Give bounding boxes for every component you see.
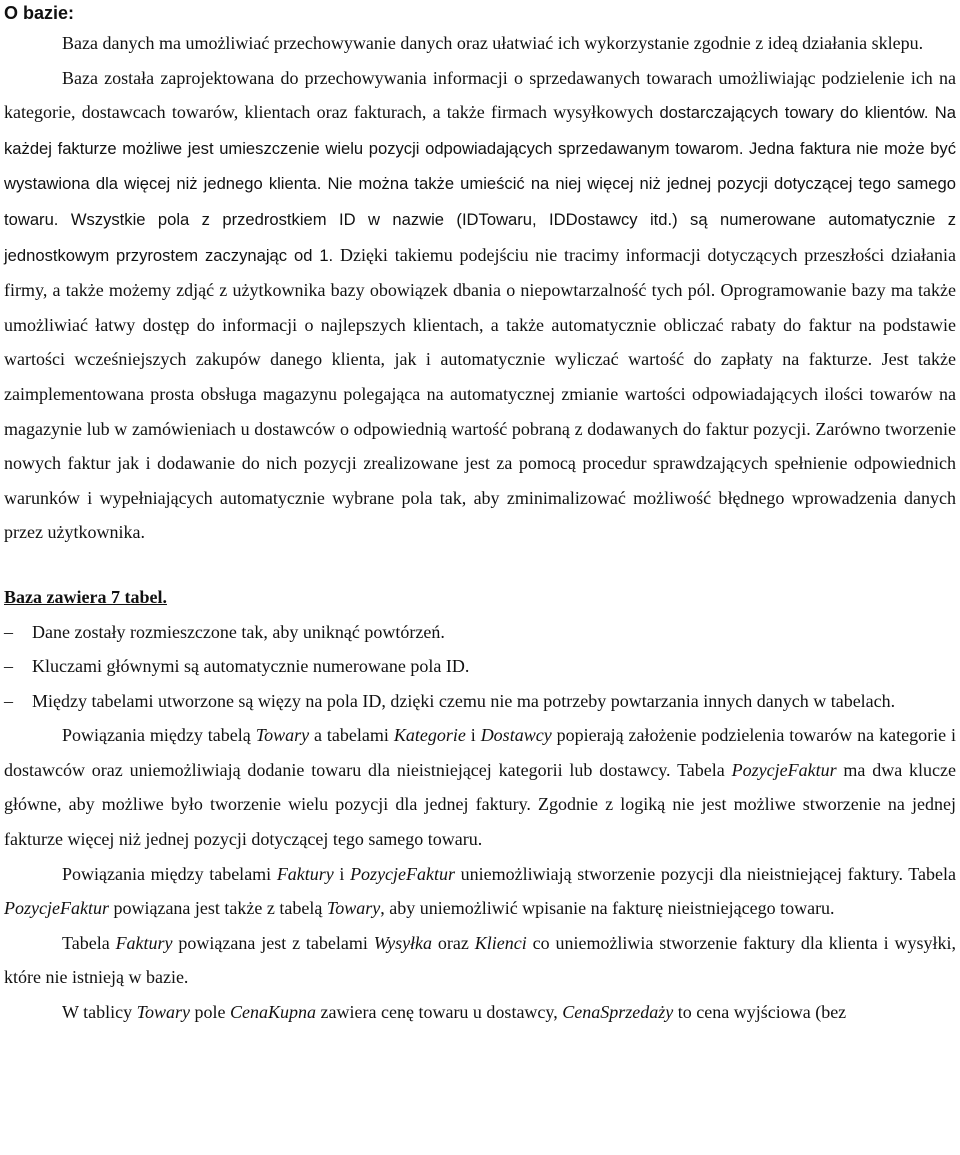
text-run: a tabelami: [309, 725, 394, 746]
text-run: oraz: [432, 932, 475, 953]
text-run: powiązana jest także z tabelą: [108, 898, 327, 919]
field-name: CenaSprzedaży: [562, 1002, 674, 1023]
dash-bullet: –: [4, 621, 13, 642]
text-run: ma dwa klucze główne, aby możliwe było tworzenie wielu pozycji dla jednej faktury. Zgodnie z logiką nie jest możliwe stworzenie na jednej fakturze więcej niż jednej pozycji dotyczącej tego samego towaru.: [4, 759, 957, 850]
list-item: [4, 615, 956, 650]
paragraph-intro: Baza danych ma umożliwiać przechowywanie danych oraz ułatwiać ich wykorzystanie zgodnie z ideą działania sklepu.: [62, 33, 924, 53]
field-name: CenaKupna: [230, 1002, 317, 1023]
list-item: [4, 684, 956, 719]
text-run: uniemożliwiają stworzenie pozycji dla nieistniejącej faktury. Tabela: [455, 863, 956, 884]
tables-bullet-list: [4, 615, 956, 719]
table-name: Faktury: [115, 932, 173, 953]
text-run: popierają założenie podzielenia towarów na kategorie i dostawców oraz uniemożliwiają dodanie towaru dla nieistniejącej kategorii lub dostawcy. Tabela: [4, 725, 956, 780]
paragraph-description-part1: Baza została zaprojektowana do przechowywania informacji o sprzedawanych towarach umożliwiając podzielenie ich na kategorie, dostawcach towarów, klientach oraz fakturach, a także firmach wysyłkowych: [4, 67, 956, 123]
paragraph-description-part3: Dzięki takiemu podejściu nie tracimy informacji dotyczących przeszłości działania firmy, a także możemy zdjąć z użytkownika bazy obowiązek dbania o niepowtarzalność tych pól. Oprogramowanie bazy ma także umożliwiać łatwy dostęp do informacji o najlepszych klientach, a także automatycznie obliczać rabaty do faktur na podstawie wartości wcześniejszych zakupów danego klienta, jak i automatycznie wyliczać wartość do zapłaty na fakturze. Jest także zaimplementowana prosta obsługa magazynu polegająca na automatycznej zmianie wartości odpowiadających ilości towarów na magazynie lub w zamówieniach u dostawców o odpowiednią wartość pobraną z dodawanych do faktur pozycji. Zarówno tworzenie nowych faktur jak i dodawanie do nich pozycji zrealizowane jest za pomocą procedur sprawdzających spełnienie odpowiednich warunków i wypełniających automatycznie wybrane pola tak, aby zminimalizować możliwość błędnego wprowadzenia danych przez użytkownika.: [4, 244, 956, 543]
list-item-text: Dane zostały rozmieszczone tak, aby uniknąć powtórzeń.: [32, 621, 445, 642]
dash-bullet: –: [4, 690, 13, 711]
table-name: Faktury: [276, 863, 334, 884]
table-name: PozycjeFaktur: [350, 863, 456, 884]
section-gap: [4, 550, 956, 580]
dash-bullet: –: [4, 656, 13, 677]
table-name: Klienci: [474, 932, 527, 953]
paragraph-description: [4, 61, 956, 550]
list-item-text: Między tabelami utworzone są więzy na pola ID, dzięki czemu nie ma potrzeby powtarzania innych danych w tabelach.: [32, 690, 896, 711]
text-run: zawiera cenę towaru u dostawcy,: [316, 1002, 563, 1023]
table-name: PozycjeFaktur: [731, 759, 837, 780]
table-name: Towary: [136, 1002, 191, 1023]
text-run: i: [465, 725, 481, 746]
text-run: W tablicy: [62, 1002, 137, 1023]
section-heading: O bazie:: [4, 3, 75, 23]
table-name: PozycjeFaktur: [4, 898, 109, 919]
text-run: pole: [190, 1002, 231, 1023]
table-name: Wysyłka: [373, 932, 433, 953]
paragraph-description-part2: dostarczających towary do klientów. Na każdej fakturze możliwe jest umieszczenie wielu pozycji odpowiadających sprzedawanym towarom. Jedna faktura nie może być wystawiona dla więcej niż jednego klienta. Nie można także umieścić na niej więcej niż jednej pozycji dotyczącej tego samego towaru. Wszystkie pola z przedrostkiem ID w nazwie (IDTowaru, IDDostawcy itd.) są numerowane automatycznie z jednostkowym przyrostem zaczynając od 1.: [4, 103, 956, 265]
paragraph-wysylka-relations: [4, 926, 956, 995]
table-name: Kategorie: [393, 725, 466, 746]
table-name: Dostawcy: [480, 725, 552, 746]
text-run: i: [333, 863, 351, 884]
text-run: to cena wyjściowa (bez: [673, 1002, 847, 1023]
tables-section-title: Baza zawiera 7 tabel.: [4, 586, 167, 607]
table-name: Towary: [255, 725, 310, 746]
text-run: , aby uniemożliwić wpisanie na fakturę nieistniejącego towaru.: [380, 898, 835, 919]
list-item-text: Kluczami głównymi są automatycznie numerowane pola ID.: [32, 656, 470, 677]
text-run: Tabela: [62, 932, 116, 953]
paragraph-faktury-relations: [4, 857, 956, 926]
text-run: Powiązania między tabelą: [62, 725, 256, 746]
paragraph-towary-relations: [4, 718, 956, 856]
list-item: [4, 649, 956, 684]
paragraph-towary-fields: [4, 995, 956, 1030]
table-name: Towary: [326, 898, 381, 919]
text-run: powiązana jest z tabelami: [172, 932, 374, 953]
text-run: Powiązania między tabelami: [62, 863, 277, 884]
text-run: co uniemożliwia stworzenie faktury dla klienta i wysyłki, które nie istnieją w bazie.: [4, 932, 956, 988]
